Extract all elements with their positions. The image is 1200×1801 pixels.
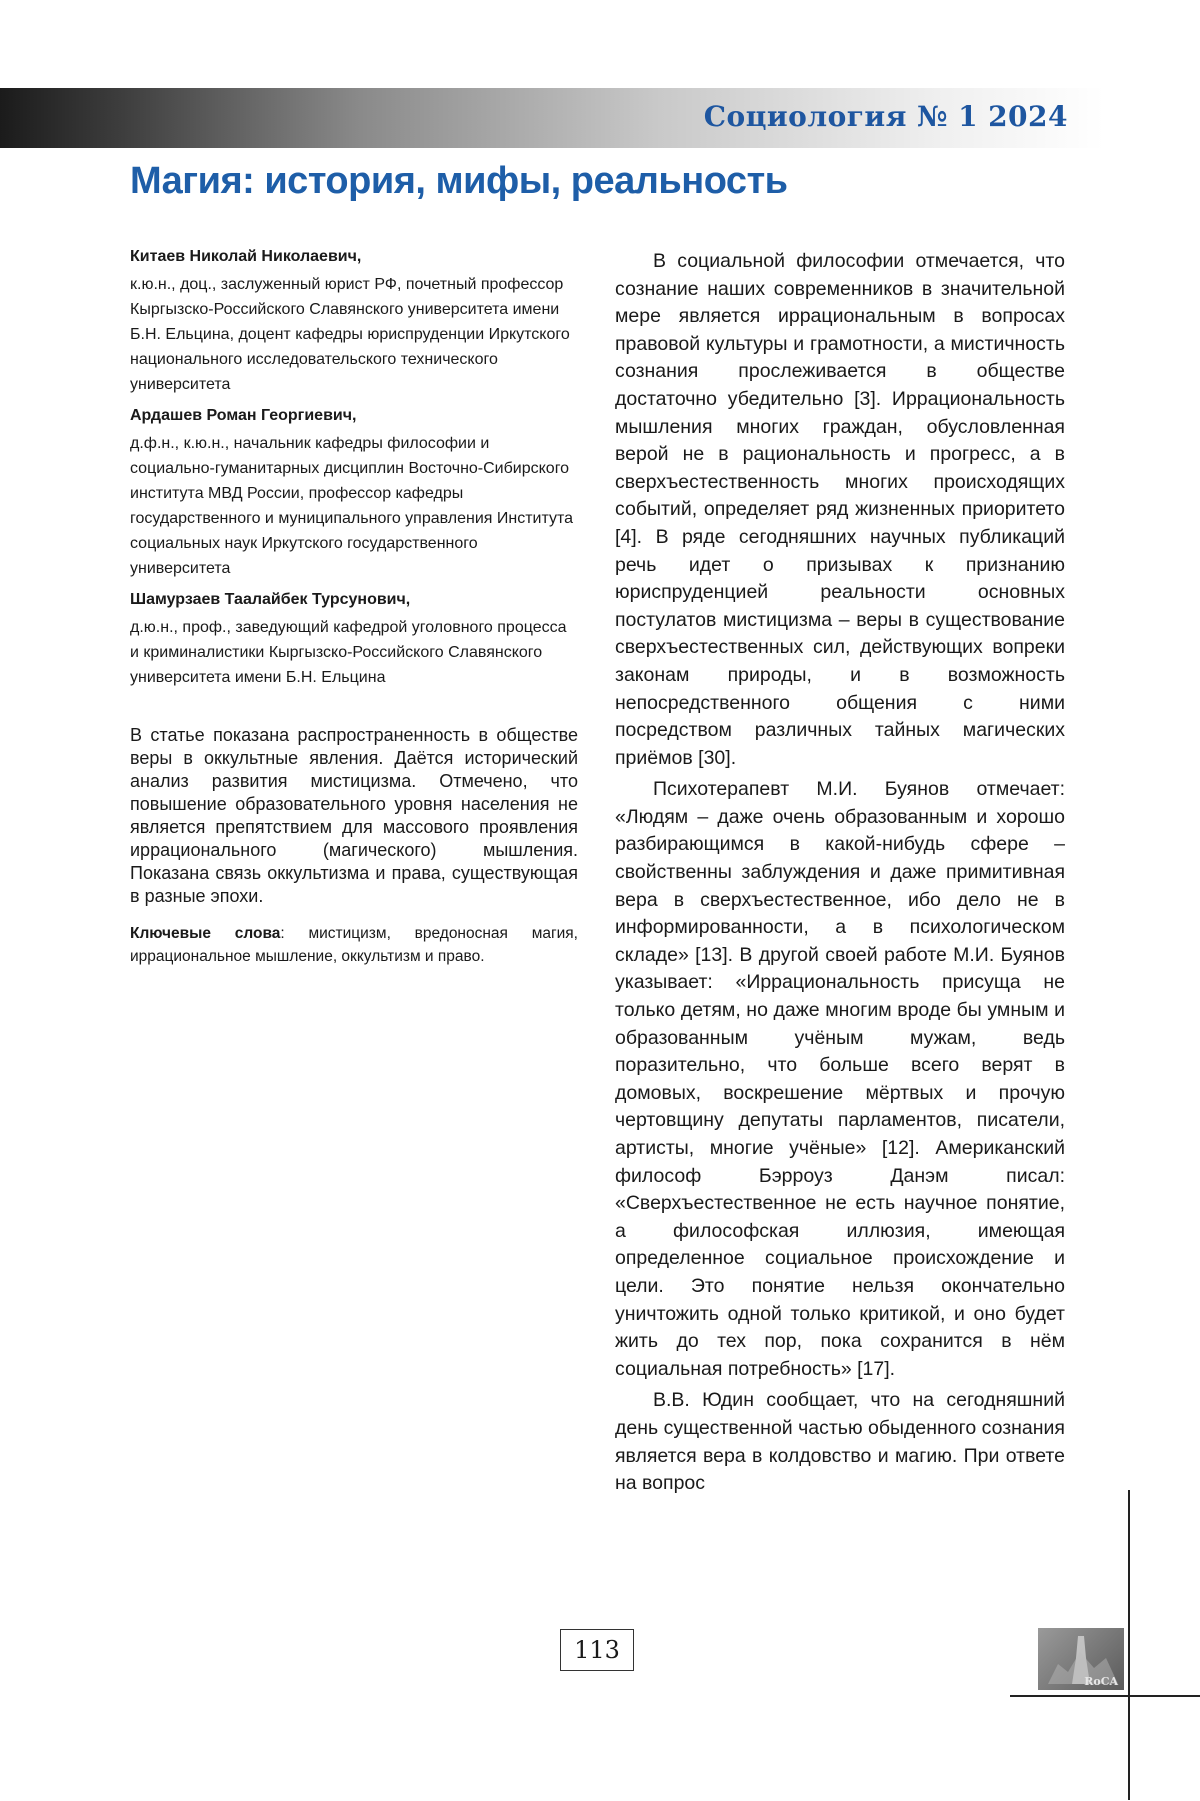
journal-issue: № 1 bbox=[917, 100, 978, 133]
author-block bbox=[130, 407, 578, 581]
paragraph: В социальной философии отмечается, что сознание наших современников в значительной мере является иррациональным в вопросах правовой культуры и грамотности, а мистичность сознания прослеживается в обществе достаточно убедительно [3]. Иррациональность мышления многих граждан, обусловленная верой не в рациональность и прогресс, а в сверхъестественность многих происходящих событий, определяет ряд жизненных приоритето [4]. В ряде сегодняшних научных публикаций речь идет о призывах к признанию юриспруденцией реальности основных постулатов мистицизма – веры в существование сверхъестественных сил, действующих вопреки законам природы, и в возможность непосредственного общения с ними посредством различных тайных магических приёмов [30]. bbox=[615, 248, 1065, 772]
keywords-text: : мистицизм, вредоносная магия, иррациональное мышление, оккультизм и право. bbox=[130, 925, 578, 965]
paragraph: В.В. Юдин сообщает, что на сегодняшний день существенной частью обыденного сознания является вера в колдовство и магию. При ответе на вопрос bbox=[615, 1387, 1065, 1497]
crop-mark-horizontal bbox=[1010, 1695, 1200, 1697]
journal-name: Социология bbox=[704, 100, 907, 133]
article-title: Магия: история, мифы, реальность bbox=[130, 160, 788, 203]
left-column bbox=[130, 248, 578, 968]
paragraph: Психотерапевт М.И. Буянов отмечает: «Людям – даже очень образованным и хорошо разбирающимся в какой-нибудь сфере – свойственны заблуждения и даже примитивная вера в сверхъестественное, ибо дело не в информированности, а в психологическом складе» [13]. В другой своей работе М.И. Буянов указывает: «Иррациональность присуща не только детям, но даже многим вроде бы умным и образованным учёным мужам, ведь поразительно, что больше всего верят в домовых, воскрешение мёртвых и прочую чертовщину депутаты парламентов, писатели, артисты, многие учёные» [12]. Американский философ Бэрроуз Данэм писал: «Сверхъестественное не есть научное понятие, а философская иллюзия, имеющая определенное социальное происхождение и цели. Это понятие нельзя окончательно уничтожить одной только критикой, и оно будет жить до тех пор, пока сохранится в нём социальная потребность» [17]. bbox=[615, 776, 1065, 1383]
keywords bbox=[130, 922, 578, 968]
author-block bbox=[130, 591, 578, 690]
author-affiliation: д.ю.н., проф., заведующий кафедрой уголовного процесса и криминалистики Кыргызско-Российского Славянского университета имени Б.Н. Ельцина bbox=[130, 615, 578, 690]
journal-year: 2024 bbox=[988, 100, 1068, 133]
abstract: В статье показана распространенность в обществе веры в оккультные явления. Даётся исторический анализ развития мистицизма. Отмечено, что повышение образовательного уровня населения не является препятствием для массового проявления иррационального (магического) мышления. Показана связь оккультизма и права, существующая в разные эпохи. bbox=[130, 724, 578, 908]
body-text bbox=[615, 248, 1065, 1502]
society-logo-icon bbox=[1038, 1628, 1124, 1690]
author-name: Ардашев Роман Георгиевич, bbox=[130, 407, 578, 425]
logo-text: RoCA bbox=[1084, 1675, 1118, 1688]
author-block bbox=[130, 248, 578, 397]
author-name: Шамурзаев Таалайбек Турсунович, bbox=[130, 591, 578, 609]
author-affiliation: к.ю.н., доц., заслуженный юрист РФ, почетный профессор Кыргызско-Российского Славянского университета имени Б.Н. Ельцина, доцент кафедры юриспруденции Иркутского национального исследовательского технического университета bbox=[130, 272, 578, 397]
author-affiliation: д.ф.н., к.ю.н., начальник кафедры философии и социально-гуманитарных дисциплин Восточно-Сибирского института МВД России, профессор кафедры государственного и муниципального управления Института социальных наук Иркутского государственного университета bbox=[130, 431, 578, 581]
crop-mark-vertical bbox=[1128, 1490, 1130, 1800]
page-number: 113 bbox=[560, 1629, 634, 1671]
journal-header bbox=[694, 100, 1068, 133]
author-name: Китаев Николай Николаевич, bbox=[130, 248, 578, 266]
keywords-label: Ключевые слова bbox=[130, 925, 280, 942]
